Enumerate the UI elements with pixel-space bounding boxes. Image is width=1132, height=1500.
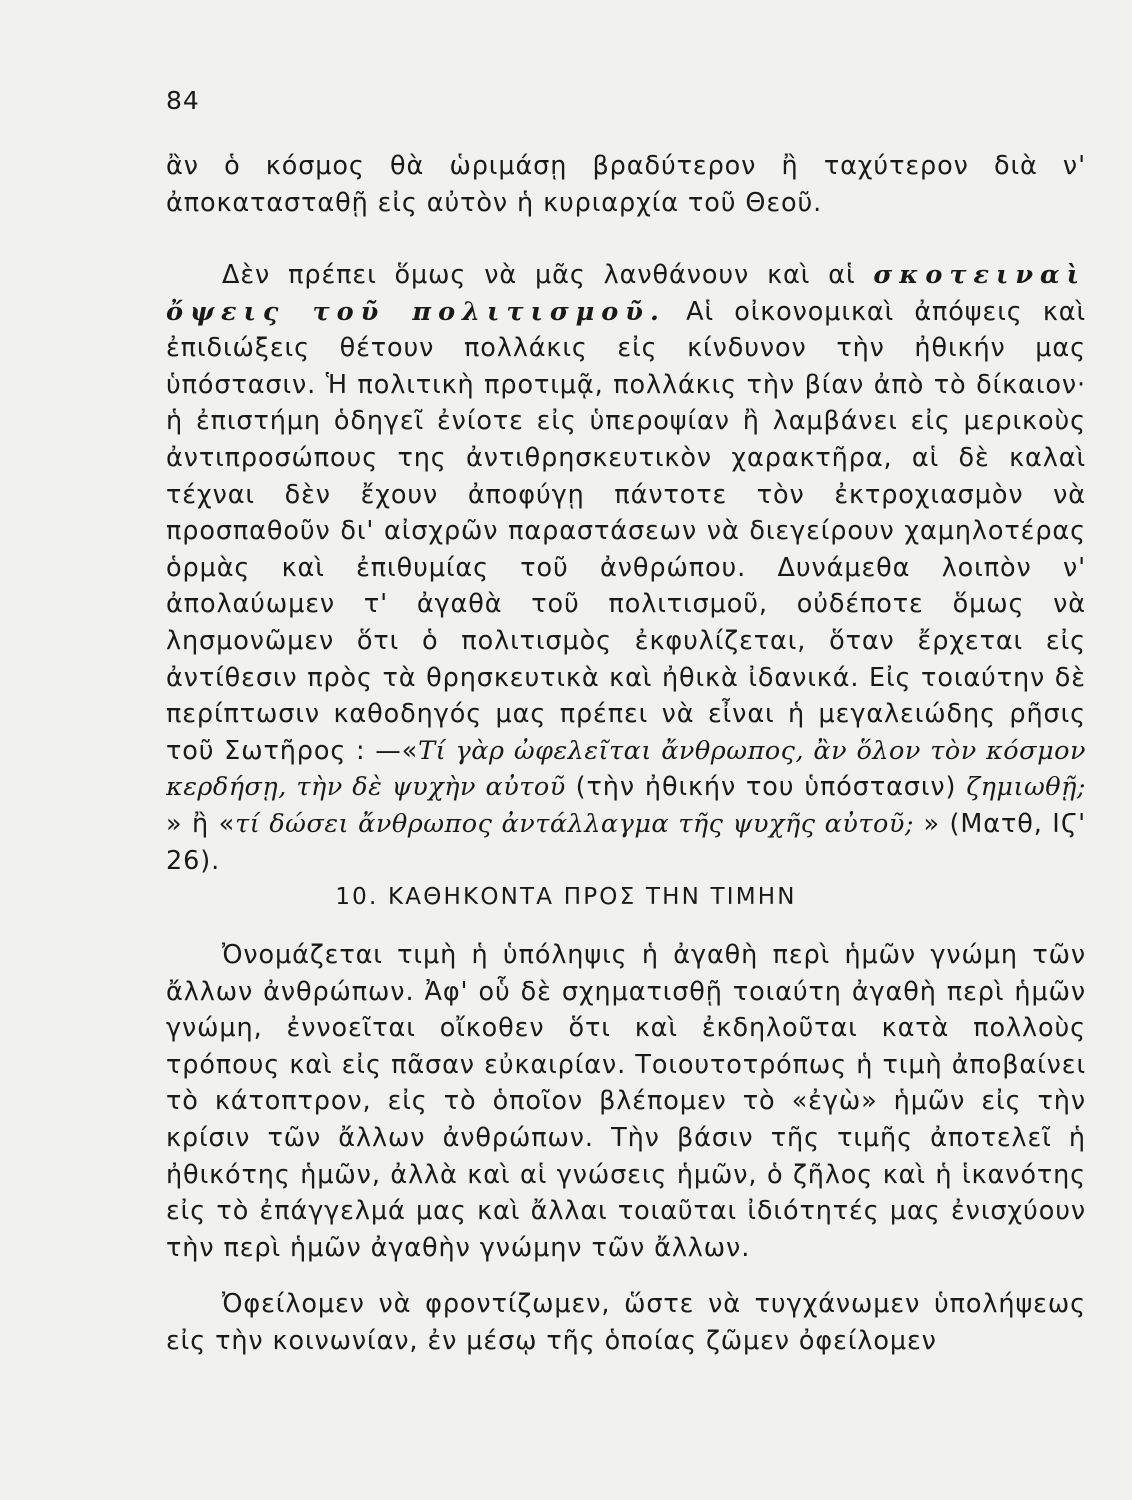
paragraph-obligation: Ὀφείλομεν νὰ φροντίζωμεν, ὥστε νὰ τυγχάνωμεν ὑπολήψεως εἰς τὴν κοινωνίαν, ἐν μέσῳ τῆς ὁποίας ζῶμεν ὀφείλομεν bbox=[166, 1289, 1086, 1356]
paragraph-honor-definition: Ὀνομάζεται τιμὴ ἡ ὑπόληψις ἡ ἀγαθὴ περὶ ἡμῶν γνώμη τῶν ἄλλων ἀνθρώπων. Ἀφ' οὗ δὲ σχηματισθῇ τοιαύτη ἀγαθὴ περὶ ἡμῶν γνώμη, ἐννοεῖται οἴκοθεν ὅτι καὶ ἐκδηλοῦται κατὰ πολλοὺς τρόπους καὶ εἰς πᾶσαν εὐκαιρίαν. Τοιουτοτρόπως ἡ τιμὴ ἀποβαίνει τὸ κάτοπτρον, εἰς τὸ ὁποῖον βλέπομεν τὸ «ἐγὼ» ἡμῶν εἰς τὴν κρίσιν τῶν ἄλλων ἀνθρώπων. Τὴν βάσιν τῆς τιμῆς ἀποτελεῖ ἡ ἠθικότης ἡμῶν, ἀλλὰ καὶ αἱ γνώσεις ἡμῶν, ὁ ζῆλος καὶ ἡ ἱκανότης εἰς τὸ ἐπάγγελμά μας καὶ ἄλλαι τοιαῦται ἰδιότητές μας ἐνισχύουν τὴν περὶ ἡμῶν ἀγαθὴν γνώμην τῶν ἄλλων. bbox=[166, 940, 1086, 1263]
paragraph-continuation: ἂν ὁ κόσμος θὰ ὡριμάσῃ βραδύτερον ἢ ταχύτερον διὰ ν' ἀποκατασταθῇ εἰς αὐτὸν ἡ κυριαρχία τοῦ Θεοῦ. bbox=[166, 151, 1086, 218]
paragraph-middle: Αἱ οἰκονομικαὶ ἀπόψεις καὶ ἐπιδιώξεις θέτουν πολλάκις εἰς κίνδυνον τὴν ἠθικήν μας ὑπόστασιν. Ἡ πολιτικὴ προτιμᾷ, πολλάκις τὴν βίαν ἀπὸ τὸ δίκαιον· ἡ ἐπιστήμη ὁδηγεῖ ἐνίοτε εἰς ὑπεροψίαν ἢ λαμβάνει εἰς μερικοὺς ἀντιπροσώπους της ἀντιθρησκευτικὸν χαρακτῆρα, αἱ δὲ καλαὶ τέχναι δὲν ἔχουν ἀποφύγῃ πάντοτε τὸν ἐκτροχιασμὸν νὰ προσπαθοῦν δι' αἰσχρῶν παραστάσεων νὰ διεγείρουν χαμηλοτέρας ὁρμὰς καὶ ἐπιθυμίας τοῦ ἀνθρώπου. Δυνάμεθα λοιπὸν ν' ἀπολαύωμεν τ' ἀγαθὰ τοῦ πολιτισμοῦ, οὐδέποτε ὅμως νὰ λησμονῶμεν ὅτι ὁ πολιτισμὸς ἐκφυλίζεται, ὅταν ἔρχεται εἰς ἀντίθεσιν πρὸς τὰ θρησκευτικὰ καὶ ἠθικὰ ἰδανικά. Εἰς τοιαύτην δὲ περίπτωσιν καθοδηγός μας πρέπει νὰ εἶναι ἡ μεγαλειώδης ρῆσις τοῦ Σωτῆρος : —« bbox=[166, 296, 1086, 766]
interjection: (τὴν ἠθικήν του ὑπόστασιν) bbox=[565, 772, 967, 803]
spaced-emphasis: σκοτειναὶ ὄψεις τοῦ πολιτισμοῦ. bbox=[166, 260, 1086, 327]
citation: » (Ματθ, ΙϚ' 26). bbox=[166, 808, 1086, 876]
scripture-quote-2: ζημιωθῇ; bbox=[966, 772, 1087, 803]
scripture-quote-3: τί δώσει ἄνθρωπος ἀντάλλαγμα τῆς ψυχῆς αὐτοῦ; bbox=[235, 808, 914, 839]
paragraph-intro: Δὲν πρέπει ὅμως νὰ μᾶς λανθάνουν καὶ αἱ bbox=[222, 260, 874, 290]
paragraph-dark-aspects bbox=[166, 257, 1086, 879]
quote-connector: » ἢ « bbox=[166, 808, 236, 839]
section-heading: 10. ΚΑΘΗΚΟΝΤΑ ΠΡΟΣ ΤΗΝ ΤΙΜΗΝ bbox=[335, 884, 797, 910]
page-number: 84 bbox=[166, 86, 200, 115]
scripture-quote-1: Τί γὰρ ὠφελεῖται ἄνθρωπος, ἂν ὅλον τὸν κόσμον κερδήσῃ, τὴν δὲ ψυχὴν αὐτοῦ bbox=[166, 735, 1086, 803]
